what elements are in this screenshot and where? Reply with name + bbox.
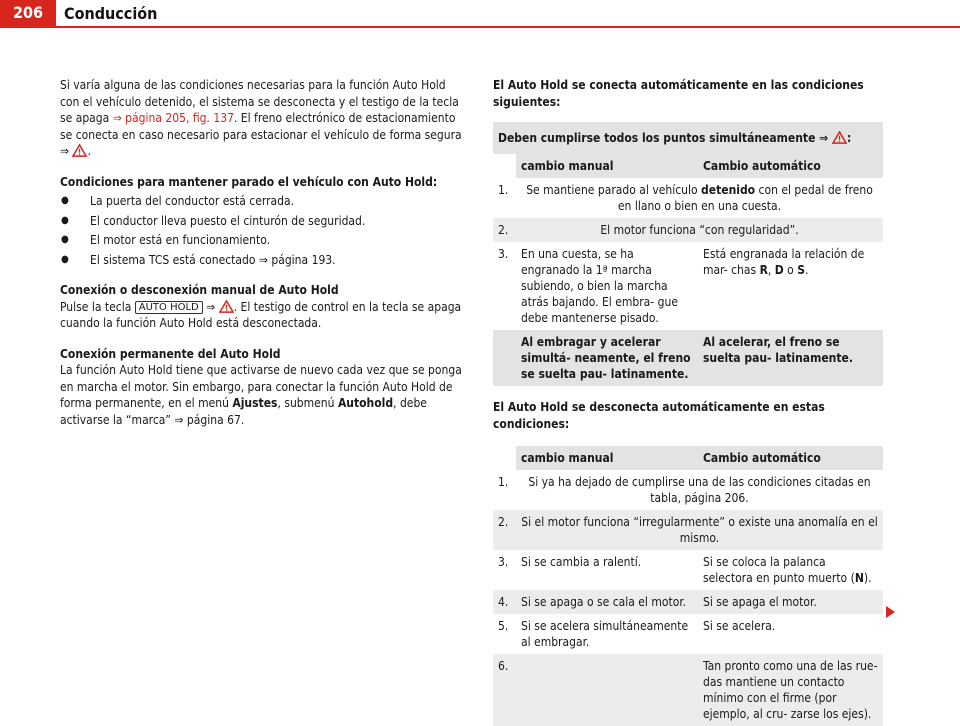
- manual-heading: Conexión o desconexión manual de Auto Hold: [60, 283, 339, 297]
- permanent-text-3: , debe activarse la “marca” ⇒ página 67.: [60, 396, 427, 427]
- permanent-heading: Conexión permanente del Auto Hold: [60, 346, 281, 361]
- ref-arrow: ⇒: [202, 299, 219, 314]
- cell-auto: Al acelerar, el freno se suelta pau- latinamente.: [698, 330, 883, 386]
- table-row: [493, 178, 883, 218]
- row-text: Si ya ha dejado de cumplirse una de las condiciones citadas en tabla, página 206.: [516, 470, 883, 510]
- cell-auto: Si se acelera.: [698, 614, 883, 654]
- intro-text: Si varía alguna de las condiciones necesarias para la función Auto Hold con el vehículo detenido, el sistema se desconecta y el testigo de la tecla se apaga: [60, 78, 459, 125]
- ref-arrow: ⇒: [60, 144, 70, 158]
- cell-auto: Tan pronto como una de las rue- das mantiene un contacto mínimo con el firme (por ejemplo, al cru- zarse los ejes).: [698, 654, 883, 726]
- table-row: [493, 590, 883, 614]
- row-text: El motor funciona “con regularidad”.: [516, 218, 883, 242]
- row-number: 1.: [493, 178, 516, 218]
- intro-paragraph: [60, 77, 465, 160]
- list-item: ● El conductor lleva puesto el cinturón de seguridad.: [60, 213, 465, 230]
- cell-manual: Si se apaga o se cala el motor.: [516, 590, 698, 614]
- row-number: 1.: [493, 470, 516, 510]
- right-column: [493, 77, 883, 726]
- cell-manual: Si se cambia a ralentí.: [516, 550, 698, 590]
- page-number: 206: [0, 0, 56, 26]
- permanent-paragraph: [60, 362, 465, 428]
- next-page-arrow-icon[interactable]: [886, 606, 895, 618]
- disconnect-table: [493, 446, 883, 726]
- page-ref-link[interactable]: ⇒ página 205, fig. 137: [112, 111, 234, 125]
- intro-text-2: . El freno electrónico de estacionamiento se conecta en caso necesario para estacionar el vehículo de forma segura: [60, 111, 462, 142]
- caption-text: Deben cumplirse todos los puntos simultáneamente ⇒: [498, 131, 829, 145]
- left-column: [60, 77, 465, 428]
- page-header: [0, 0, 960, 30]
- table-row: [493, 614, 883, 654]
- list-item: ● El sistema TCS está conectado ⇒ página 193.: [60, 252, 465, 269]
- col-auto-header: Cambio automático: [698, 154, 883, 178]
- submenu-name: Autohold: [337, 396, 394, 410]
- cell-auto: Si se coloca la palanca selectora en punto muerto (N).: [698, 550, 883, 590]
- conditions-list: [60, 193, 465, 268]
- warning-triangle-icon: [219, 300, 234, 313]
- table-row: [493, 510, 883, 550]
- cell-manual: Al embragar y acelerar simultá- neamente, el freno se suelta pau- latinamente.: [516, 330, 698, 386]
- row-number: 3.: [493, 550, 516, 590]
- col-manual-header: cambio manual: [516, 154, 698, 178]
- cell-auto: Está engranada la relación de mar- chas R, D o S.: [698, 242, 883, 330]
- header-rule: [0, 26, 960, 28]
- connect-table: [493, 122, 883, 386]
- permanent-text-2: , submenú: [277, 396, 338, 410]
- row-number: 2.: [493, 510, 516, 550]
- row-number: 6.: [493, 654, 516, 726]
- table-caption-row: [493, 122, 883, 154]
- row-number: 2.: [493, 218, 516, 242]
- auto-hold-key: AUTO HOLD: [135, 301, 203, 314]
- table-row: [493, 218, 883, 242]
- col-auto-header: Cambio automático: [698, 446, 883, 470]
- page-title: Conducción: [64, 4, 158, 23]
- caption-end: :: [846, 131, 852, 145]
- warning-triangle-icon: [832, 131, 847, 144]
- table-row: [493, 470, 883, 510]
- table-header-row: [493, 154, 883, 178]
- table-caption: [493, 122, 883, 154]
- cell-auto: Si se apaga el motor.: [698, 590, 883, 614]
- row-number: 5.: [493, 614, 516, 654]
- conditions-heading: Condiciones para mantener parado el vehículo con Auto Hold:: [60, 174, 438, 189]
- warning-triangle-icon: [72, 144, 87, 157]
- manual-text-2: . El testigo de control en la tecla se apaga cuando la función Auto Hold está desconectada.: [60, 299, 462, 330]
- table-row: [493, 654, 883, 726]
- col-manual-header: cambio manual: [516, 446, 698, 470]
- cell-manual: Si se acelera simultáneamente al embragar.: [516, 614, 698, 654]
- list-item: ● El motor está en funcionamiento.: [60, 232, 465, 249]
- table-row: [493, 550, 883, 590]
- disconnect-heading: El Auto Hold se desconecta automáticamente en estas condiciones:: [493, 400, 825, 431]
- table-header-row: [493, 446, 883, 470]
- permanent-text: La función Auto Hold tiene que activarse de nuevo cada vez que se ponga en marcha el motor. Sin embargo, para conectar la función Auto Hold de forma permanente, en el menú: [60, 363, 462, 410]
- row-text: Se mantiene parado al vehículo detenido con el pedal de freno en llano o bien en una cuesta.: [516, 178, 883, 218]
- table-row: [493, 330, 883, 386]
- connect-heading: El Auto Hold se conecta automáticamente en las condiciones siguientes:: [493, 78, 864, 109]
- table-row: [493, 242, 883, 330]
- cell-manual: [516, 654, 698, 726]
- manual-paragraph: [60, 299, 465, 332]
- intro-end: .: [87, 144, 91, 158]
- cell-manual: En una cuesta, se ha engranado la 1ª marcha subiendo, o bien la marcha atrás bajando. El embra- gue debe mantenerse pisado.: [516, 242, 698, 330]
- menu-name: Ajustes: [232, 396, 278, 410]
- row-number: 4.: [493, 590, 516, 614]
- row-text: Si el motor funciona “irregularmente” o existe una anomalía en el mismo.: [516, 510, 883, 550]
- row-number: 3.: [493, 242, 516, 330]
- manual-text: Pulse la tecla: [60, 299, 135, 314]
- list-item: ● La puerta del conductor está cerrada.: [60, 193, 465, 210]
